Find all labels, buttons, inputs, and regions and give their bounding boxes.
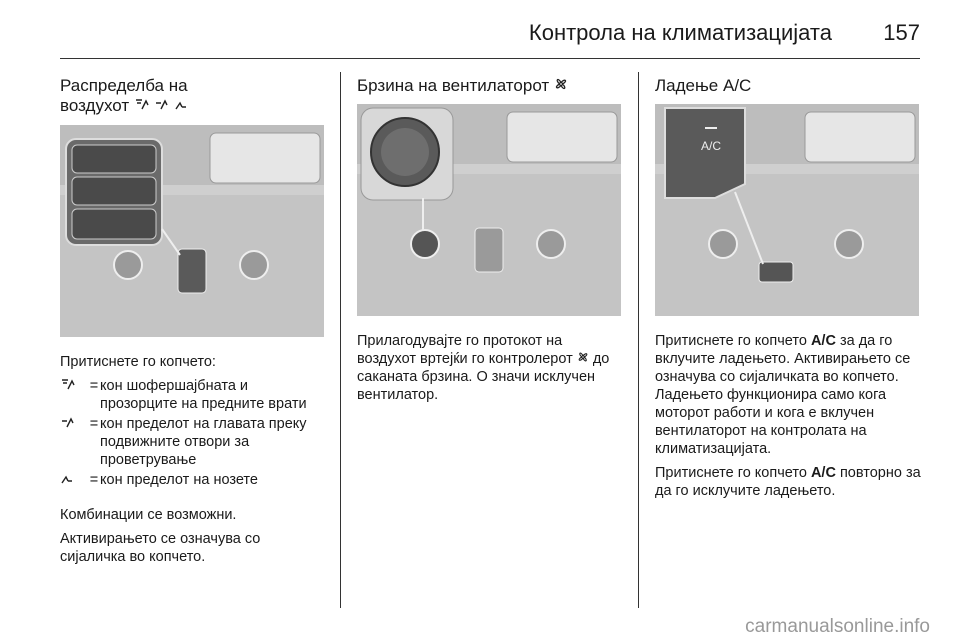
column-divider [340,72,341,608]
paragraph: Комбинации се возможни. [60,507,237,523]
section-heading: Брзина на вентилаторот [357,76,625,96]
fan-icon [554,76,568,95]
paragraph: Притиснете го копчето A/C за да го вклучите ладењето. Активирањето се означува со сијаличката во копчето. Ладењето функционира само кога моторот работи и кога е вклучен вентилаторот на контролата на климатизацијата. [655,333,911,457]
air-icons-svg [134,97,190,111]
watermark: carmanualsonline.info [745,616,930,637]
windshield-feet-icon [60,377,88,413]
paragraph: Прилагодувајте го протокот на воздухот вртејќи го контролерот до саканата брзина. O значи исклучен вентилатор. [357,333,610,403]
definition-row: = кон пределот на нозете [60,471,328,490]
air-distribution-icons [134,99,190,115]
chapter-title: Контрола на климатизацијата [528,20,832,45]
header-rule [60,58,920,59]
fan-speed-figure [357,104,621,316]
paragraph: Активирањето се означува со сијаличка во копчето. [60,531,261,565]
column-air-distribution [60,72,328,572]
definition-row: = кон пределот на главата преку подвижните отвори за проветрување [60,415,328,469]
paragraph: Притиснете го копчето A/C повторно за да го исклучите ладењето. [655,465,921,499]
fan-icon [577,351,589,367]
page-header [0,0,960,64]
section-heading: Ладење A/C [655,76,752,95]
ac-button-figure [655,104,919,316]
section-heading: Распределба на воздухот [60,76,328,117]
air-distribution-figure [60,125,324,337]
ac-label: A/C [700,139,722,153]
column-fan-speed [357,72,625,410]
page-number: 157 [883,20,920,45]
ac-button-ref: A/C [810,333,836,349]
instruction-text: Притиснете го копчето: [60,354,216,370]
feet-icon [60,471,88,490]
column-divider [638,72,639,608]
ac-button-ref: A/C [810,465,836,481]
column-ac-cooling [655,72,923,506]
face-icon [60,415,88,469]
definition-row: = кон шофершајбната и прозорците на предните врати [60,377,328,413]
